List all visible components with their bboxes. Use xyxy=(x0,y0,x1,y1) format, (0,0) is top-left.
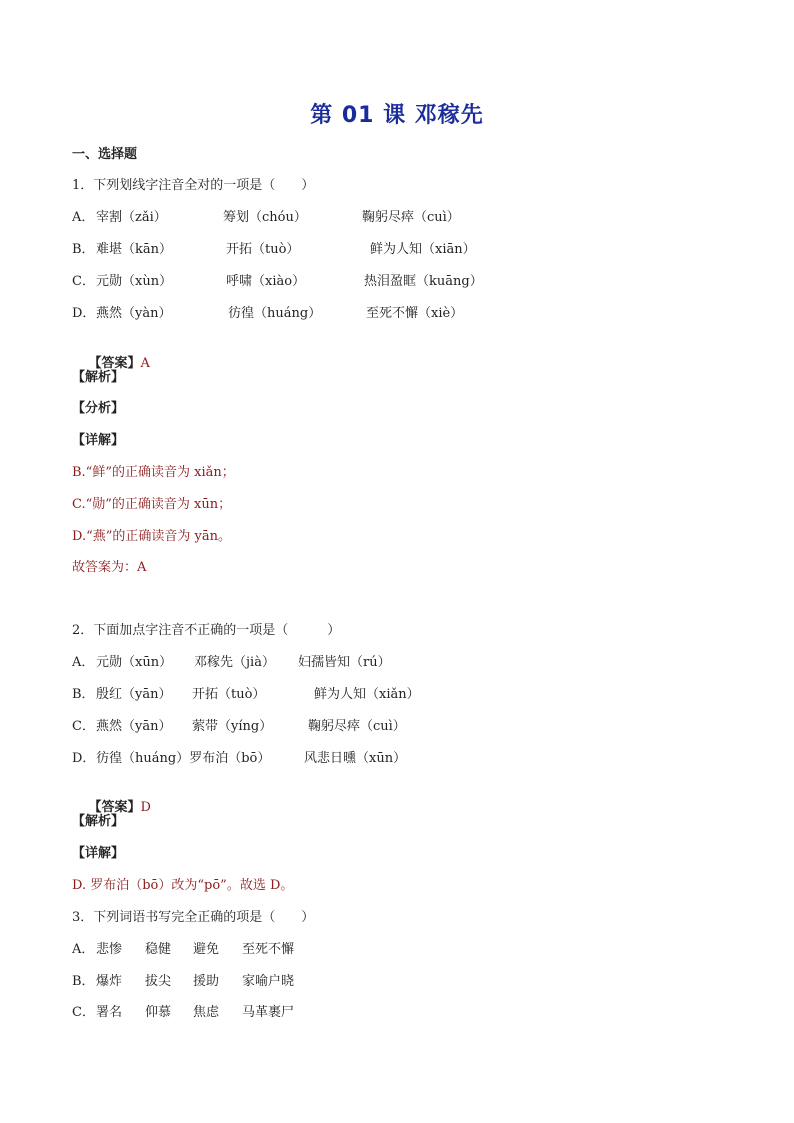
option-item: 仰慕 xyxy=(145,1005,172,1020)
q3-stem: 3．下列词语书写完全正确的项是（ ） xyxy=(72,910,315,925)
option-item: 悲惨 xyxy=(96,942,123,957)
q1-detail-tag: 【详解】 xyxy=(72,433,125,448)
q2-detail: D. 罗布泊（bō）改为“pō”。故选 D。 xyxy=(72,878,294,893)
option-label: A． xyxy=(72,942,95,957)
q1-detail-d: D.“燕”的正确读音为 yān。 xyxy=(72,529,231,544)
answer-value: D xyxy=(140,800,151,815)
option-item: 热泪盈眶（kuāng） xyxy=(364,274,483,289)
q1-stem: 1．下列划线字注音全对的一项是（ ） xyxy=(72,178,315,193)
option-item: 鞠躬尽瘁（cuì） xyxy=(308,719,406,734)
option-item: 元勋（xūn） xyxy=(96,655,173,670)
option-item: 鲜为人知（xiǎn） xyxy=(314,687,420,702)
option-label: B． xyxy=(72,242,95,257)
q2-detail-tag: 【详解】 xyxy=(72,846,125,861)
option-item: 萦带（yíng） xyxy=(192,719,273,734)
answer-tag: 【答案】 xyxy=(88,356,141,371)
option-item: 焦虑 xyxy=(193,1005,220,1020)
q1-analysis-tag: 【解析】 xyxy=(72,370,125,385)
option-item: 鞠躬尽瘁（cuì） xyxy=(362,210,460,225)
q1-detail-b: B.“鲜”的正确读音为 xiǎn； xyxy=(72,465,235,480)
q1-detail-c: C.“勋”的正确读音为 xūn； xyxy=(72,497,232,512)
option-item: 署名 xyxy=(96,1005,123,1020)
option-item: 邓稼先（jià） xyxy=(194,655,275,670)
option-item: 殷红（yān） xyxy=(96,687,172,702)
option-label: D． xyxy=(72,306,96,321)
option-item: 开拓（tuò） xyxy=(192,687,266,702)
q1-conclusion: 故答案为：A xyxy=(72,560,147,575)
option-item: 宰割（zǎi） xyxy=(96,210,167,225)
page-title: 第 01 课 邓稼先 xyxy=(310,103,484,128)
option-item: 拔尖 xyxy=(145,974,172,989)
option-item: 难堪（kān） xyxy=(96,242,173,257)
option-label: C． xyxy=(72,274,95,289)
option-item: 元勋（xùn） xyxy=(96,274,173,289)
section-heading: 一、选择题 xyxy=(72,147,138,162)
option-item: 风悲日曛（xūn） xyxy=(304,751,407,766)
option-item: 彷徨（huáng）罗布泊（bō） xyxy=(96,751,271,766)
option-item: 筹划（chóu） xyxy=(223,210,307,225)
option-item: 燕然（yàn） xyxy=(96,306,172,321)
option-label: B． xyxy=(72,974,95,989)
option-item: 避免 xyxy=(193,942,220,957)
answer-value: A xyxy=(140,356,150,371)
option-item: 彷徨（huáng） xyxy=(228,306,322,321)
option-item: 稳健 xyxy=(145,942,172,957)
option-label: D． xyxy=(72,751,96,766)
option-item: 马革裹尸 xyxy=(242,1005,295,1020)
option-item: 爆炸 xyxy=(96,974,123,989)
option-label: B． xyxy=(72,687,95,702)
option-label: C． xyxy=(72,1005,95,1020)
option-item: 鲜为人知（xiān） xyxy=(370,242,476,257)
option-label: A． xyxy=(72,210,95,225)
q2-stem: 2．下面加点字注音不正确的一项是（ ） xyxy=(72,623,341,638)
q1-fenxi-tag: 【分析】 xyxy=(72,401,125,416)
option-item: 开拓（tuò） xyxy=(226,242,300,257)
option-item: 呼啸（xiào） xyxy=(226,274,306,289)
option-item: 妇孺皆知（rú） xyxy=(298,655,391,670)
option-item: 援助 xyxy=(193,974,220,989)
option-item: 家喻户晓 xyxy=(242,974,295,989)
option-label: A． xyxy=(72,655,95,670)
answer-tag: 【答案】 xyxy=(88,800,141,815)
option-item: 至死不懈 xyxy=(242,942,295,957)
q2-analysis-tag: 【解析】 xyxy=(72,814,125,829)
option-item: 燕然（yān） xyxy=(96,719,172,734)
option-item: 至死不懈（xiè） xyxy=(366,306,464,321)
option-label: C． xyxy=(72,719,95,734)
